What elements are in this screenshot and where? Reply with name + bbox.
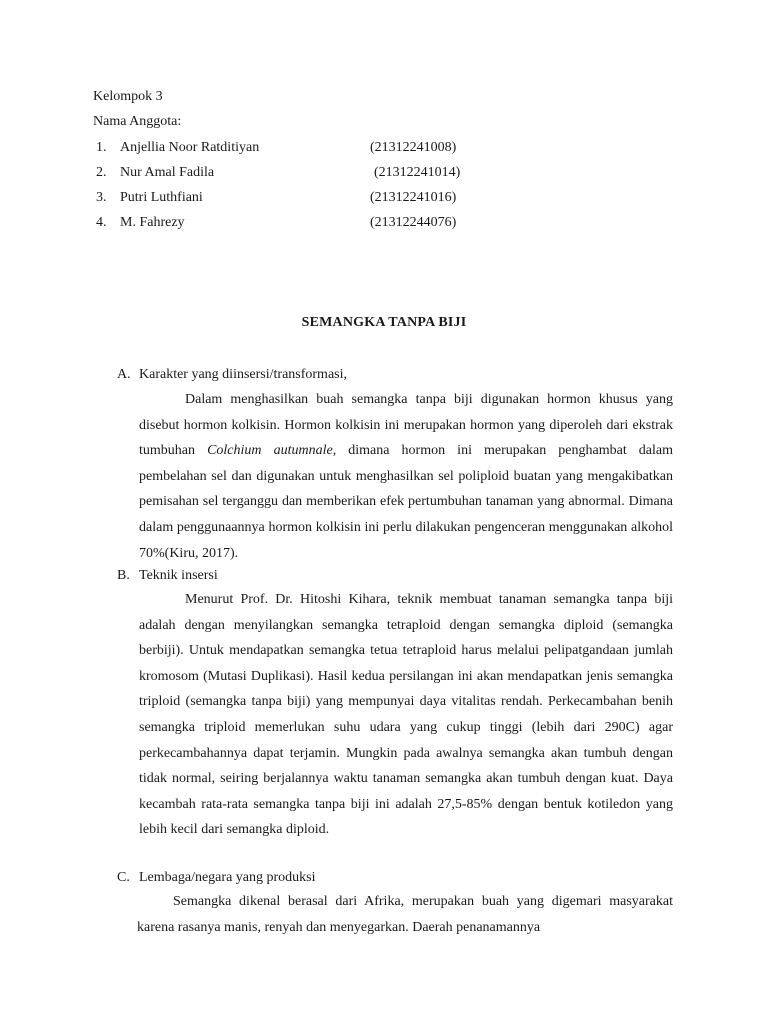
section-title: Teknik insersi (139, 568, 218, 583)
members-label: Nama Anggota: (93, 114, 182, 129)
member-name: Putri Luthfiani (120, 190, 203, 205)
member-number: 1. (96, 140, 107, 155)
section-heading-b (117, 567, 218, 585)
section-c-paragraph (137, 889, 673, 940)
member-nim: (21312241008) (370, 140, 457, 155)
member-number: 4. (96, 215, 107, 230)
page-title: SEMANGKA TANPA BIJI (301, 315, 467, 330)
member-number: 2. (96, 165, 107, 180)
member-name: M. Fahrezy (120, 215, 185, 230)
group-label: Kelompok 3 (93, 89, 163, 104)
section-b-paragraph (139, 587, 673, 843)
member-number: 3. (96, 190, 107, 205)
section-title: Karakter yang diinsersi/transformasi, (139, 367, 347, 382)
paragraph-text: , dimana hormon ini merupakan penghambat dalam pembelahan sel dan digunakan untuk menghasilkan sel poliploid buatan yang mengakibatkan pemisahan sel terganggu dan memberikan efek pertumbuhan tanaman yang abnormal. Dimana dalam penggunaannya hormon kolkisin ini perlu dilakukan pengenceran menggunakan alkohol 70%(Kiru, 2017). (139, 443, 674, 561)
section-letter: B. (117, 568, 130, 583)
section-title: Lembaga/negara yang produksi (139, 870, 316, 885)
section-letter: C. (117, 870, 130, 885)
section-a-paragraph (139, 387, 673, 566)
member-nim: (21312241016) (370, 190, 457, 205)
member-name: Anjellia Noor Ratditiyan (120, 140, 260, 155)
section-letter: A. (117, 367, 131, 382)
member-row (96, 164, 596, 182)
paragraph-text: Menurut Prof. Dr. Hitoshi Kihara, teknik membuat tanaman semangka tanpa biji adalah dengan menyilangkan semangka tetraploid dengan semangka diploid (semangka berbiji). Untuk mendapatkan semangka tetua tetraploid harus melalui pelipatgandaan jumlah kromosom (Mutasi Duplikasi). Hasil kedua persilangan ini akan mendapatkan jenis semangka triploid (semangka tanpa biji) yang mempunyai daya vitalitas rendah. Perkecambahan benih semangka triploid memerlukan suhu udara yang cukup tinggi (lebih dari 290C) agar perkecambahannya dapat terjamin. Mungkin pada awalnya semangka akan tumbuh dengan tidak normal, seiring berjalannya waktu tanaman semangka akan tumbuh dengan kuat. Daya kecambah rata-rata semangka tanpa biji ini adalah 27,5-85% dengan bentuk kotiledon yang lebih kecil dari semangka diploid. (139, 592, 673, 838)
member-name: Nur Amal Fadila (120, 165, 215, 180)
member-row (96, 139, 596, 157)
member-row (96, 214, 596, 232)
paragraph-text: Semangka dikenal berasal dari Afrika, merupakan buah yang digemari masyarakat karena rasanya manis, renyah dan menyegarkan. Daerah penanamannya (137, 894, 673, 935)
section-heading-c (117, 869, 316, 887)
section-heading-a (117, 366, 347, 384)
paragraph-text: Dalam menghasilkan buah semangka tanpa biji digunakan hormon khusus yang disebut hormon kolkisin. Hormon kolkisin ini merupakan hormon yang diperoleh dari ekstrak tumbuhan (139, 392, 673, 459)
member-nim: (21312241014) (374, 165, 461, 180)
member-row (96, 189, 596, 207)
member-nim: (21312244076) (370, 215, 457, 230)
species-name: Colchium autumnale (207, 443, 333, 459)
